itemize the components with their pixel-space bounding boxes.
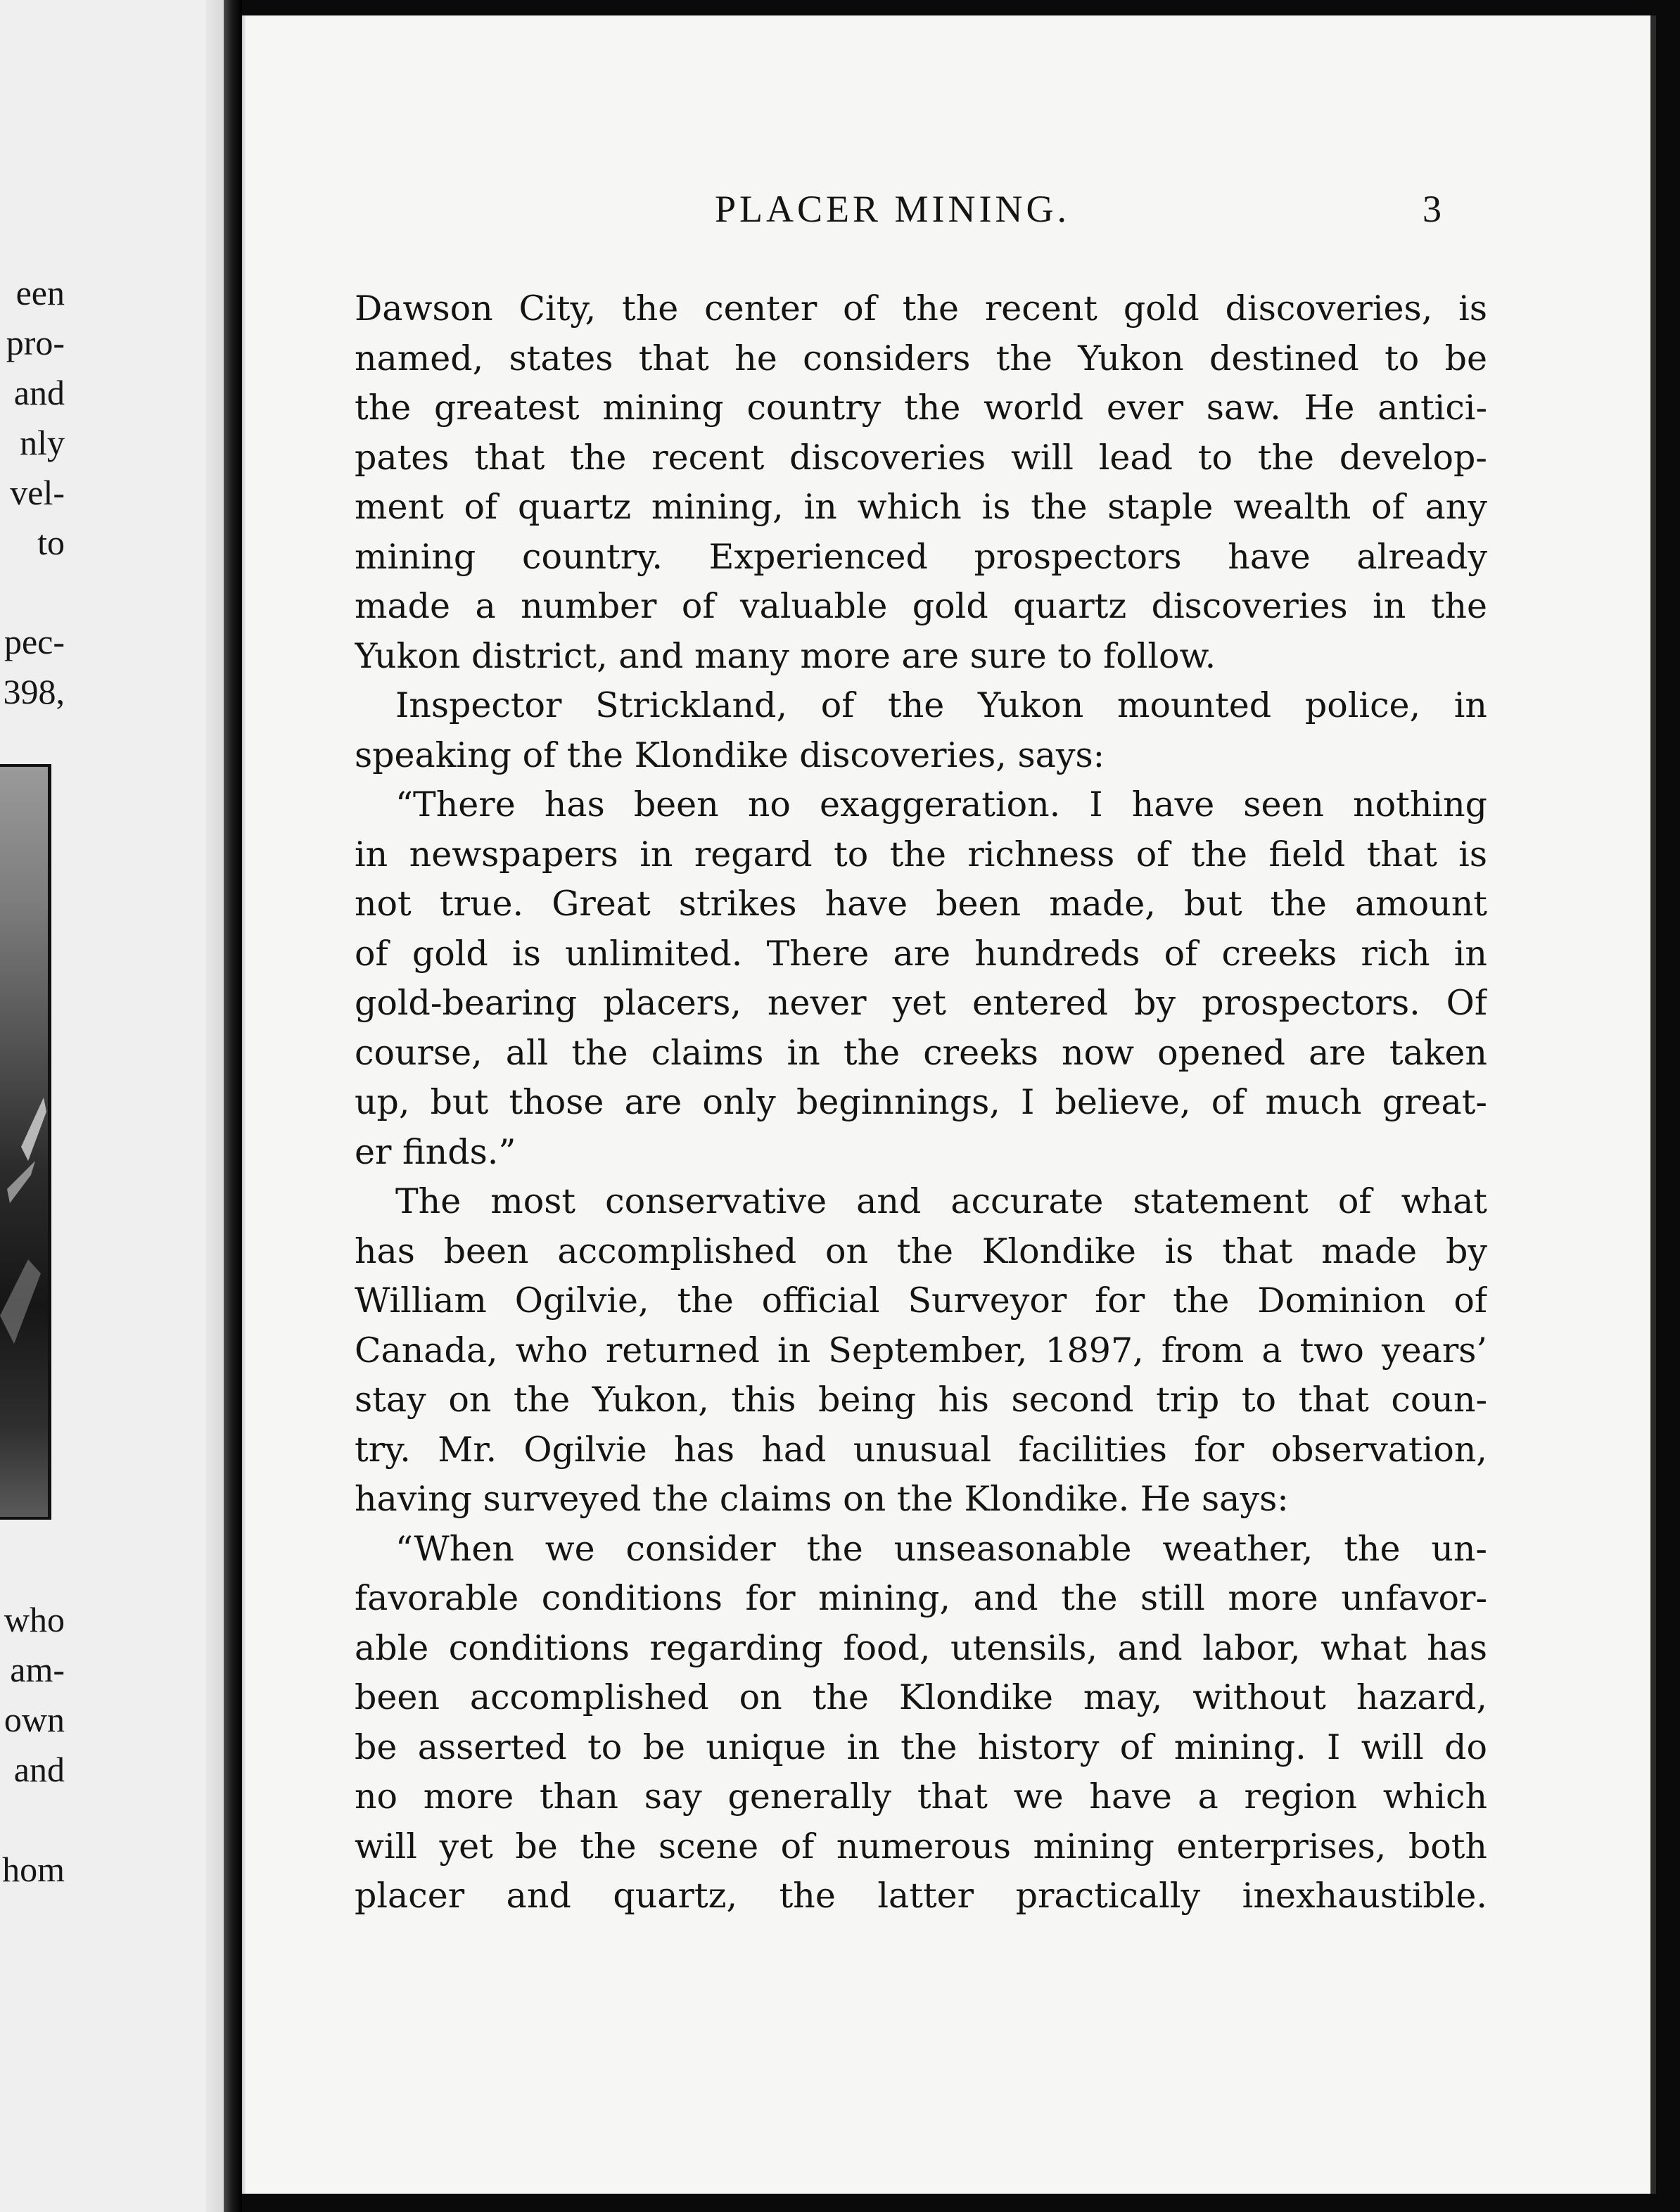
text-line: the greatest mining country the world ever saw. He antici-	[355, 388, 1487, 428]
text-line: stay on the Yukon, this being his second trip to that coun-	[355, 1380, 1487, 1420]
body-text	[355, 284, 1487, 1921]
text-line: ment of quartz mining, in which is the staple wealth of any	[355, 487, 1487, 527]
left-page-fragment: pro-	[6, 323, 65, 362]
left-page-fragment: am-	[10, 1650, 65, 1689]
left-page-fragment: and	[13, 373, 65, 412]
text-line: will yet be the scene of numerous mining enterprises, both	[355, 1826, 1487, 1867]
text-line: “When we consider the unseasonable weather, the un-	[395, 1528, 1487, 1569]
text-line: Yukon district, and many more are sure to follow.	[355, 635, 1216, 676]
text-line: able conditions regarding food, utensils, and labor, what has	[355, 1627, 1487, 1668]
left-page-fragment: pec-	[4, 622, 65, 661]
text-line: speaking of the Klondike discoveries, says:	[355, 735, 1105, 775]
text-line: mining country. Experienced prospectors have already	[355, 536, 1487, 577]
left-page-fragment: hom	[2, 1850, 65, 1889]
text-line: “There has been no exaggeration. I have seen nothing	[395, 784, 1487, 825]
left-page-fragment: een	[15, 273, 65, 312]
text-line: placer and quartz, the latter practically inexhaustible.	[355, 1876, 1487, 1916]
main-page	[242, 15, 1656, 2194]
left-facing-page	[0, 0, 224, 2212]
text-line: be asserted to be unique in the history of mining. I will do	[355, 1727, 1487, 1767]
text-line: Inspector Strickland, of the Yukon mounted police, in	[395, 685, 1487, 725]
page-number: 3	[1423, 188, 1442, 230]
text-line: course, all the claims in the creeks now opened are taken	[355, 1032, 1487, 1073]
text-line: has been accomplished on the Klondike is that made by	[355, 1231, 1487, 1271]
page-edge-shadow	[242, 15, 246, 2194]
left-page-fragment: own	[4, 1700, 65, 1739]
text-line: been accomplished on the Klondike may, without hazard,	[355, 1677, 1487, 1717]
text-line: Dawson City, the center of the recent gold discoveries, is	[355, 288, 1487, 329]
text-line: of gold is unlimited. There are hundreds of creeks rich in	[355, 933, 1487, 974]
left-page-fragment: 398,	[3, 672, 65, 711]
text-line: er finds.”	[355, 1131, 516, 1172]
text-line: The most conservative and accurate statement of what	[395, 1181, 1487, 1221]
left-page-fragment: and	[13, 1750, 65, 1789]
left-page-fragment: who	[4, 1600, 65, 1639]
text-line: in newspapers in regard to the richness of the field that is	[355, 834, 1487, 875]
left-page-fragment: to	[37, 523, 65, 562]
book-gutter	[224, 0, 242, 2212]
text-line: up, but those are only beginnings, I believe, of much great-	[355, 1082, 1487, 1122]
halftone-photo-edge	[0, 764, 51, 1520]
text-line: not true. Great strikes have been made, but the amount	[355, 884, 1487, 924]
text-line: named, states that he considers the Yukon destined to be	[355, 338, 1487, 379]
text-line: no more than say generally that we have a region which	[355, 1776, 1487, 1817]
left-page-fragment: nly	[20, 423, 65, 462]
text-line: try. Mr. Ogilvie has had unusual facilities for observation,	[355, 1429, 1487, 1470]
text-line: favorable conditions for mining, and the still more unfavor-	[355, 1578, 1487, 1618]
left-page-fragment: vel-	[10, 473, 65, 512]
text-line: having surveyed the claims on the Klondike. He says:	[355, 1479, 1289, 1519]
text-line: gold-bearing placers, never yet entered by prospectors. Of	[355, 983, 1487, 1023]
text-line: William Ogilvie, the official Surveyor for the Dominion of	[355, 1280, 1487, 1321]
text-line: pates that the recent discoveries will lead to the develop-	[355, 437, 1487, 478]
text-line: Canada, who returned in September, 1897, from a two years’	[355, 1330, 1487, 1371]
running-head: PLACER MINING.	[715, 188, 1071, 230]
page-edge	[1650, 15, 1656, 2194]
text-line: made a number of valuable gold quartz discoveries in the	[355, 586, 1487, 626]
left-page-shadow	[205, 0, 224, 2212]
